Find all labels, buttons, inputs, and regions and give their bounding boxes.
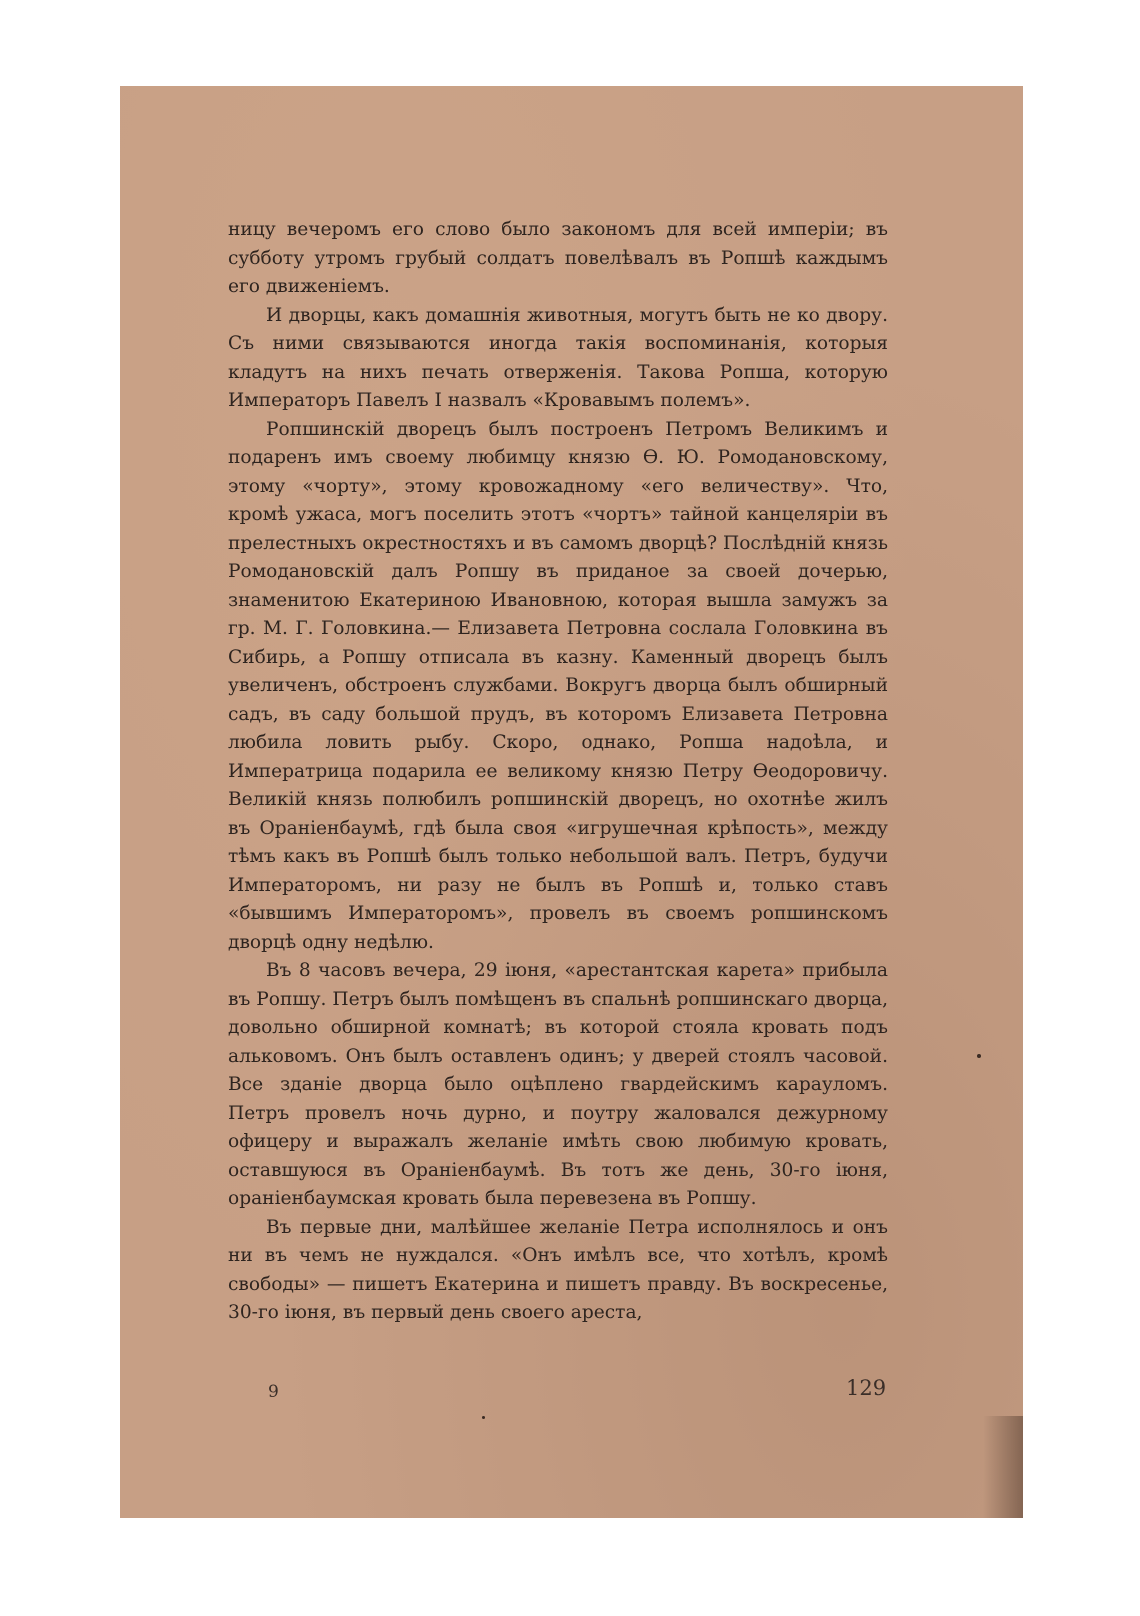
paragraph-2: И дворцы, какъ домашнія животныя, могутъ быть не ко двору. Съ ними связываются иногда такія воспоминанія, которыя кладутъ на нихъ печать отверженія. Такова Ропша, которую Императоръ Павелъ I назвалъ «Кровавымъ полемъ».: [228, 304, 888, 411]
body-text: [228, 216, 888, 1328]
paper-speck: [977, 1054, 981, 1058]
paragraph-5: Въ первые дни, малѣйшее желаніе Петра исполнялось и онъ ни въ чемъ не нуждался. «Онъ имѣлъ все, что хотѣлъ, кромѣ свободы» — пишетъ Екатерина и пишетъ правду. Въ воскресенье, 30-го іюня, въ первый день своего ареста,: [228, 1216, 888, 1323]
page-number: 129: [846, 1376, 887, 1400]
paragraph-3: Ропшинскій дворецъ былъ построенъ Петромъ Великимъ и подаренъ имъ своему любимцу князю Ѳ. Ю. Ромодановскому, этому «чорту», этому кровожадному «его величеству». Что, кромѣ ужаса, могъ поселить этотъ «чортъ» тайной канцеляріи въ прелестныхъ окрестностяхъ и въ самомъ дворцѣ? Послѣдній князь Ромодановскій далъ Ропшу въ приданое за своей дочерью, знаменитою Екатериною Ивановною, которая вышла замужъ за гр. М. Г. Головкина.— Елизавета Петровна сослала Головкина въ Сибирь, а Ропшу отписала въ казну. Каменный дворецъ былъ увеличенъ, обстроенъ службами. Вокругъ дворца былъ обширный садъ, въ саду большой прудъ, въ которомъ Елизавета Петровна любила ловить рыбу. Скоро, однако, Ропша надоѣла, и Императрица подарила ее великому князю Петру Ѳеодоровичу. Великій князь полюбилъ ропшинскій дворецъ, но охотнѣе жилъ въ Ораніенбаумѣ, гдѣ была своя «игрушечная крѣпость», между тѣмъ какъ въ Ропшѣ былъ только небольшой валъ. Петръ, будучи Императоромъ, ни разу не былъ въ Ропшѣ и, только ставъ «бывшимъ Императоромъ», провелъ въ своемъ ропшинскомъ дворцѣ одну недѣлю.: [228, 418, 888, 953]
paper-speck: [482, 1416, 485, 1419]
paragraph-4: Въ 8 часовъ вечера, 29 іюня, «арестантская карета» прибыла въ Ропшу. Петръ былъ помѣщенъ въ спальнѣ ропшинскаго дворца, довольно обширной комнатѣ; въ которой стояла кровать подъ альковомъ. Онъ былъ оставленъ одинъ; у дверей стоялъ часовой. Все зданіе дворца было оцѣплено гвардейскимъ карауломъ. Петръ провелъ ночь дурно, и поутру жаловался дежурному офицеру и выражалъ желаніе имѣть свою любимую кровать, оставшуюся въ Ораніенбаумѣ. Въ тотъ же день, 30-го іюня, ораніенбаумская кровать была перевезена въ Ропшу.: [228, 960, 888, 1209]
signature-mark: 9: [268, 1382, 279, 1402]
paragraph-1: ницу вечеромъ его слово было закономъ для всей имперіи; въ субботу утромъ грубый солдатъ повелѣвалъ въ Ропшѣ каждымъ его движеніемъ.: [228, 219, 888, 297]
book-page: [120, 86, 1023, 1518]
page-edge-shadow: [983, 1416, 1023, 1518]
